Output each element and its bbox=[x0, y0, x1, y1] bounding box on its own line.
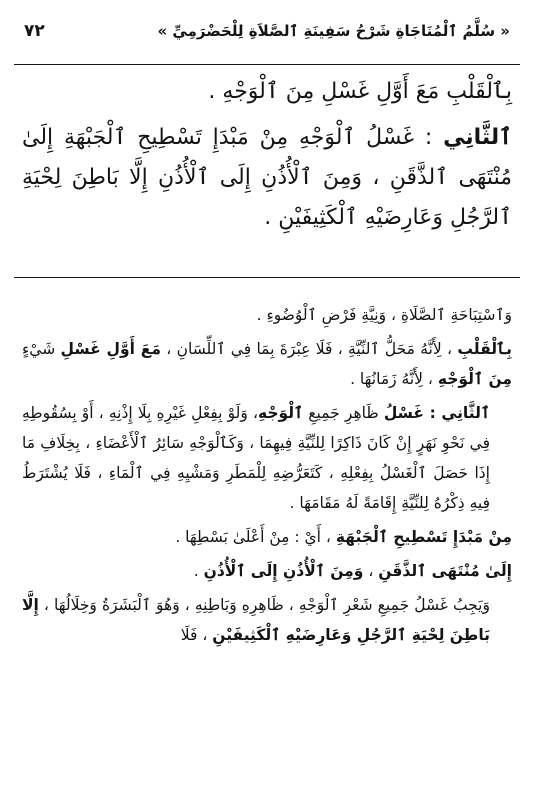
sharh-text: ، وَلَوْ بِفِعْلِ غَيْرِهِ بِلَا إِذْنِهِ ، أَوْ بِسُقُوطِهِ فِي نَحْوِ نَهَرٍ إِنْ كَانَ ذَاكِرًا لِلنِّيَّةِ فِيهِمَا ، وَكَٱلْوَجْهِ سَائِرُ ٱلْأَعْضَاءِ ، بِخِلَافِ مَا إِذَا حَصَلَ ٱلْغَسْلُ بِفِعْلِهِ ، كَتَعَرُّضِهِ لِلْمَطَرِ وَمَشْيِهِ فِي ٱلْمَاءِ ، فَلَا يُشْتَرَطُ فِيهِ ذِكْرُهُ لِلنِّيَّةِ إِقَامَةً لَهُ مَقَامَهَا . bbox=[22, 404, 490, 512]
sharh-paragraph-5 bbox=[22, 556, 512, 586]
matn-text: : غَسْلُ ٱلْوَجْهِ مِنْ مَبْدَإِ تَسْطِيحِ ٱلْجَبْهَةِ إِلَىٰ مُنْتَهَى ٱلذَّقَنِ ، وَمِنَ ٱلْأُذُنِ إِلَى ٱلْأُذُنِ إِلَّا بَاطِنَ لِحْيَةِ ٱلرَّجُلِ وَعَارِضَيْهِ ٱلْكَثِيفَيْنِ . bbox=[22, 125, 512, 230]
sharh-text: ، لِأَنَّهُ مَحَلُّ ٱلنِّيَّةِ ، فَلَا عِبْرَةَ بِمَا فِي ٱللِّسَانِ ، bbox=[160, 340, 458, 358]
matn-text: بِٱلْقَلْبِ مَعَ أَوَّلِ غَسْلِ مِنَ ٱلْوَجْهِ . bbox=[208, 79, 512, 104]
sharh-quote: بِٱلْقَلْبِ bbox=[457, 340, 512, 358]
sharh-paragraph-6 bbox=[22, 590, 512, 650]
sharh-paragraph-4 bbox=[22, 522, 512, 552]
matn-paragraph-2 bbox=[22, 118, 512, 238]
sharh-paragraph-1 bbox=[22, 300, 512, 330]
header-rule bbox=[14, 64, 520, 65]
sharh-quote: مِنَ ٱلْوَجْهِ bbox=[437, 370, 512, 388]
sharh-paragraph-3 bbox=[22, 398, 512, 518]
sharh-quote: وَمِنَ ٱلْأُذُنِ إِلَى ٱلْأُذُنِ bbox=[203, 562, 364, 580]
running-title: « سُلَّمُ ٱلْمُنَاجَاةِ شَرْحُ سَفِينَةِ ٱلصَّلاَةِ لِلْحَضْرَمِيِّ » bbox=[157, 22, 510, 40]
sharh-quote: مَعَ أَوَّلِ غَسْلِ bbox=[60, 340, 161, 358]
sharh-quote: إِلَّا بَاطِنَ لِحْيَةِ ٱلرَّجُلِ وَعَارِضَيْهِ ٱلْكَثِيفَيْنِ bbox=[22, 596, 490, 644]
matn-heading-second: ٱلثَّانِي bbox=[443, 125, 512, 150]
page-number: ٧٢ bbox=[24, 21, 45, 41]
matn-block bbox=[22, 72, 512, 244]
sharh-text: وَيَجِبُ غَسْلُ جَمِيعِ شَعْرِ ٱلْوَجْهِ ، ظَاهِرِهِ وَبَاطِنِهِ ، وَهُوَ ٱلْبَشَرَةُ وَخِلَالُهَا ، bbox=[38, 596, 490, 614]
sharh-block bbox=[22, 300, 512, 654]
matn-sharh-divider bbox=[14, 277, 520, 278]
sharh-quote: مِنْ مَبْدَإِ تَسْطِيحِ ٱلْجَبْهَةِ bbox=[335, 528, 512, 546]
sharh-text: ، bbox=[363, 562, 379, 580]
matn-line-1 bbox=[22, 72, 512, 112]
sharh-text: ظَاهِرِ جَمِيعِ bbox=[303, 404, 384, 422]
sharh-text: . bbox=[193, 562, 204, 580]
sharh-quote: ٱلثَّانِي : غَسْلُ bbox=[383, 404, 490, 422]
sharh-paragraph-2 bbox=[22, 334, 512, 394]
sharh-text: ، فَلَا bbox=[180, 626, 213, 644]
sharh-quote: ٱلْوَجْهِ bbox=[257, 404, 304, 422]
sharh-text: ، أَيْ : مِنْ أَعْلَىٰ بَسْطِهَا . bbox=[175, 528, 336, 546]
sharh-text: شَيْءٍ bbox=[22, 340, 61, 358]
sharh-text: وَٱسْتِبَاحَةِ ٱلصَّلَاةِ ، وَنِيَّةِ فَرْضِ ٱلْوُضُوءِ . bbox=[256, 306, 512, 324]
sharh-quote: إِلَىٰ مُنْتَهَى ٱلذَّقَنِ bbox=[378, 562, 512, 580]
running-header bbox=[24, 18, 510, 44]
sharh-text: ، لِأَنَّهُ زَمَانُهَا . bbox=[350, 370, 438, 388]
